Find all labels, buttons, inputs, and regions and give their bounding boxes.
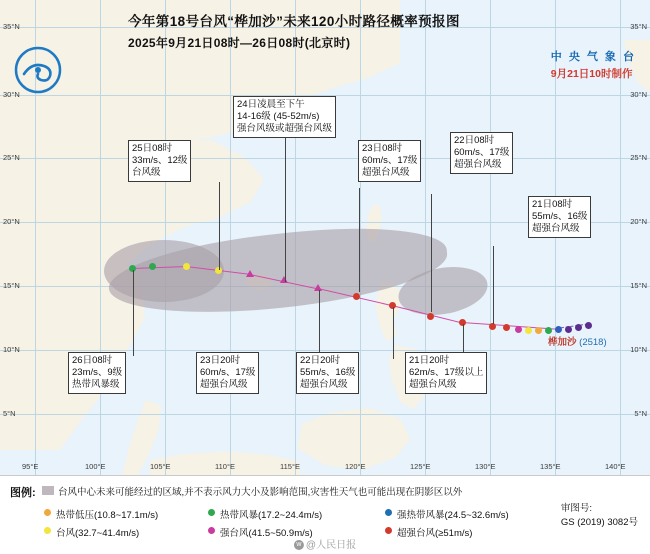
callout-line: 33m/s、12级 — [132, 155, 188, 167]
axis-label-lat: 5°N — [3, 409, 16, 418]
leader-line-25 — [219, 182, 220, 270]
callout-line: 55m/s、16级 — [532, 211, 588, 223]
probability-cone-head — [104, 240, 224, 302]
leader-line-26 — [133, 270, 134, 356]
callout-line: 22日08时 — [454, 135, 495, 146]
callout-24 — [233, 96, 336, 138]
storm-name: 桦加沙 — [548, 337, 577, 348]
leader-line-23b — [319, 290, 320, 356]
callout-line: 60m/s、17级 — [454, 147, 510, 159]
callout-line: 60m/s、17级 — [362, 155, 418, 167]
legend-dot-tropical-storm — [208, 509, 215, 516]
legend-cone-note: 台风中心未来可能经过的区域,并不表示风力大小及影响范围,灾害性天气也可能出现在阴影区以外 — [58, 487, 463, 498]
callout-21-08 — [528, 196, 591, 238]
chart-title-block — [128, 10, 548, 51]
leader-line-22b — [393, 307, 394, 359]
legend-label-tropical-storm: 热带风暴(17.2~24.4m/s) — [220, 510, 323, 521]
gridline-lat-5 — [0, 414, 650, 415]
legend-dot-super-typhoon — [385, 527, 392, 534]
track-point-21-20 — [459, 319, 466, 326]
track-point-observed-1 — [585, 322, 592, 329]
track-point-23-20 — [314, 284, 322, 291]
agency-name: 中 央 气 象 台 — [550, 51, 636, 63]
callout-line: 强台风级或超强台风级 — [237, 123, 333, 135]
gridline-lat-25 — [0, 158, 650, 159]
callout-line: 热带风暴级 — [72, 379, 120, 391]
legend-dot-tropical-depression — [44, 509, 51, 516]
callout-23-20 — [196, 352, 259, 394]
approval-label: 审图号: — [560, 503, 593, 514]
callout-23-08 — [358, 140, 421, 182]
legend-dot-severe-typhoon — [208, 527, 215, 534]
axis-label-lat: 15°N — [3, 281, 20, 290]
legend-label-typhoon: 台风(32.7~41.4m/s) — [56, 528, 140, 539]
axis-label-lat: 30°N — [630, 90, 647, 99]
track-point-observed-4 — [555, 326, 562, 333]
axis-label-lon: 135°E — [540, 462, 561, 471]
cma-logo-icon — [14, 46, 62, 94]
track-point-24-08 — [280, 276, 288, 283]
callout-line: 62m/s、17级以上 — [409, 367, 484, 379]
page-subtitle: 2025年9月21日08时—26日08时(北京时) — [128, 36, 351, 50]
axis-label-lat: 25°N — [3, 153, 20, 162]
legend-title: 图例: — [10, 487, 36, 499]
watermark — [294, 536, 356, 551]
track-point-observed-6 — [535, 327, 542, 334]
callout-line: 超强台风级 — [454, 159, 502, 171]
page-title: 今年第18号台风“桦加沙”未来120小时路径概率预报图 — [128, 14, 460, 29]
axis-label-lon: 110°E — [215, 462, 235, 471]
storm-name-label — [548, 334, 607, 348]
axis-label-lat: 10°N — [630, 345, 647, 354]
axis-label-lon: 130°E — [475, 462, 496, 471]
weibo-icon: w — [294, 540, 304, 550]
callout-line: 超强台风级 — [300, 379, 348, 391]
callout-line: 23m/s、9级 — [72, 367, 123, 379]
callout-22-08 — [450, 132, 513, 174]
callout-line: 60m/s、17级 — [200, 367, 256, 379]
axis-label-lat: 20°N — [3, 217, 20, 226]
gridline-lon-105 — [165, 0, 166, 475]
callout-line: 23日20时 — [200, 355, 241, 366]
watermark-text: @人民日报 — [305, 540, 357, 551]
legend-cone-swatch — [42, 486, 54, 495]
gridline-lat-10 — [0, 350, 650, 351]
axis-label-lon: 120°E — [345, 462, 366, 471]
callout-line: 超强台风级 — [362, 167, 410, 179]
callout-line: 25日08时 — [132, 143, 173, 154]
track-point-observed-2 — [575, 324, 582, 331]
callout-line: 22日20时 — [300, 355, 341, 366]
callout-line: 超强台风级 — [532, 223, 580, 235]
axis-label-lon: 140°E — [605, 462, 626, 471]
gridline-lon-130 — [490, 0, 491, 475]
callout-line: 23日08时 — [362, 143, 403, 154]
legend-label-severe-typhoon: 强台风(41.5~50.9m/s) — [220, 528, 313, 539]
legend-dot-severe-tropical-storm — [385, 509, 392, 516]
track-point-22-20 — [389, 302, 396, 309]
track-point-current — [503, 324, 510, 331]
track-point-22-08 — [427, 313, 434, 320]
callout-line: 21日08时 — [532, 199, 573, 210]
agency-timestamp: 9月21日10时制作 — [550, 68, 633, 80]
track-point-observed-5 — [545, 327, 552, 334]
track-point-25-08 — [215, 267, 222, 274]
leader-line-23a — [359, 188, 360, 292]
approval-number-block — [561, 502, 638, 531]
axis-label-lon: 115°E — [280, 462, 300, 471]
legend-dot-typhoon — [44, 527, 51, 534]
callout-line: 26日08时 — [72, 355, 113, 366]
leader-line-22a — [431, 194, 432, 312]
callout-line: 超强台风级 — [200, 379, 248, 391]
axis-label-lat: 20°N — [630, 217, 647, 226]
track-point-26-08 — [149, 263, 156, 270]
legend-label-tropical-depression: 热带低压(10.8~17.1m/s) — [56, 510, 159, 521]
axis-label-lat: 35°N — [630, 22, 647, 31]
axis-label-lat: 15°N — [630, 281, 647, 290]
callout-22-20 — [296, 352, 359, 394]
axis-label-lon: 105°E — [150, 462, 171, 471]
callout-line: 14-16级 (45-52m/s) — [237, 111, 320, 123]
axis-label-lat: 30°N — [3, 90, 20, 99]
gridline-lon-100 — [100, 0, 101, 475]
axis-label-lon: 100°E — [85, 462, 106, 471]
axis-label-lat: 35°N — [3, 22, 20, 31]
track-point-24-20 — [246, 270, 254, 277]
leader-line-21a — [493, 246, 494, 324]
callout-line: 24日凌晨至下午 — [237, 99, 305, 110]
storm-id: (2518) — [579, 337, 607, 348]
axis-label-lon: 95°E — [22, 462, 39, 471]
callout-21-20 — [405, 352, 487, 394]
track-point-observed-7 — [525, 327, 532, 334]
track-point-21-08 — [489, 323, 496, 330]
callout-line: 55m/s、16级 — [300, 367, 356, 379]
axis-label-lat: 10°N — [3, 345, 20, 354]
track-point-observed-8 — [515, 326, 522, 333]
legend-panel — [0, 475, 650, 554]
track-point-25-20 — [183, 263, 190, 270]
legend-label-severe-tropical-storm: 强热带风暴(24.5~32.6m/s) — [397, 510, 509, 521]
leader-line-24 — [285, 132, 286, 282]
callout-26-08 — [68, 352, 126, 394]
track-point-end — [129, 265, 136, 272]
callout-line: 超强台风级 — [409, 379, 457, 391]
axis-label-lat: 25°N — [630, 153, 647, 162]
approval-value: GS (2019) 3082号 — [560, 517, 638, 529]
agency-block — [551, 48, 636, 81]
track-point-observed-3 — [565, 326, 572, 333]
callout-25 — [128, 140, 191, 182]
axis-label-lon: 125°E — [410, 462, 431, 471]
callout-line: 21日20时 — [409, 355, 450, 366]
axis-label-lat: 5°N — [634, 409, 647, 418]
track-point-23-08 — [353, 293, 360, 300]
legend-label-super-typhoon: 超强台风(≥51m/s) — [397, 528, 473, 539]
callout-line: 台风级 — [132, 167, 161, 179]
gridline-lon-110 — [230, 0, 231, 475]
